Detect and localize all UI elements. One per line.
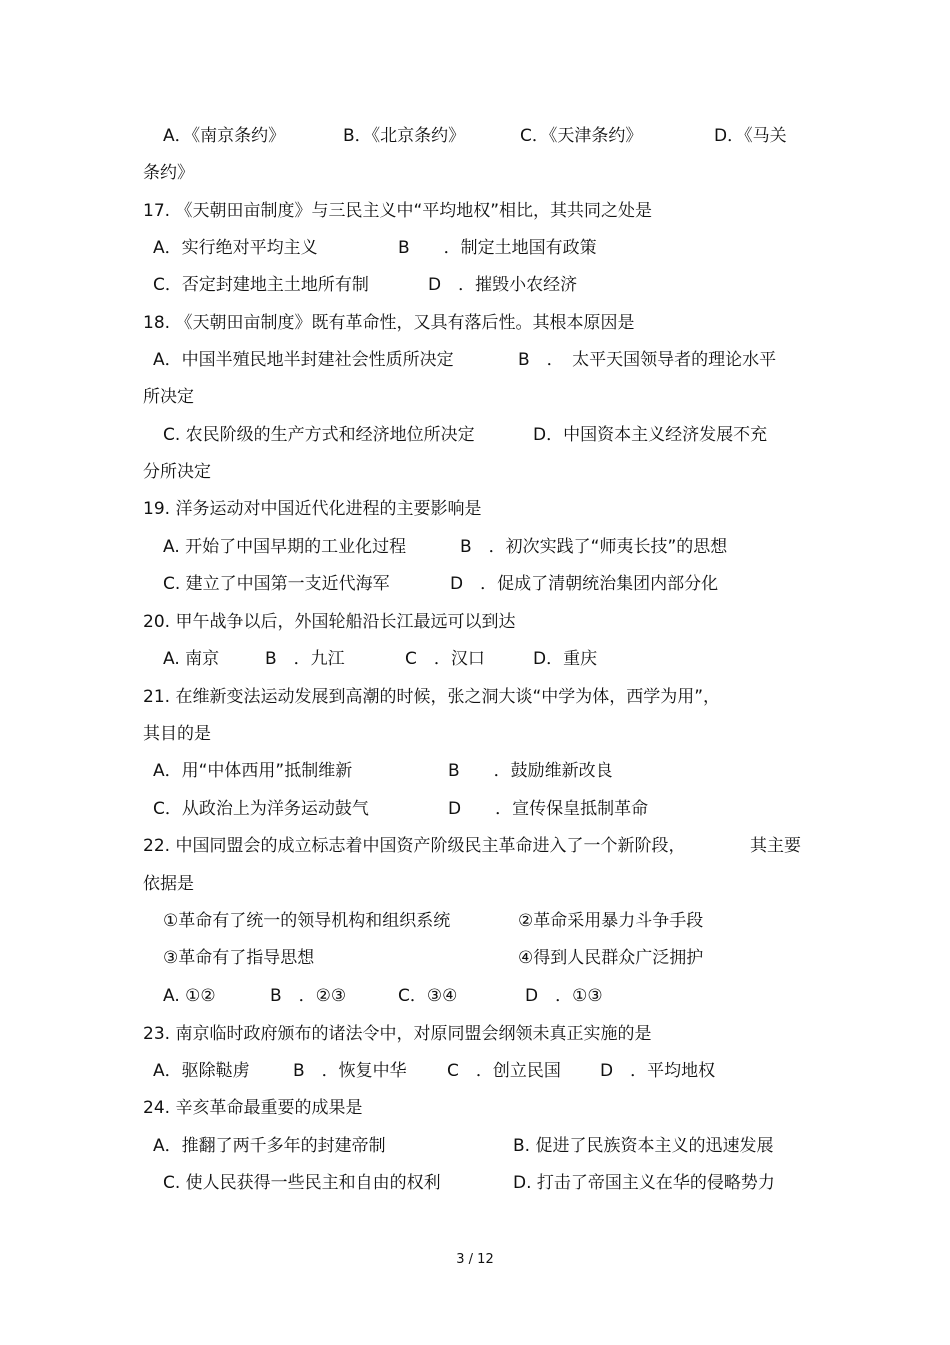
q22-item-3: ③革命有了指导思想 xyxy=(163,948,315,968)
q18-option-d-cont: 分所决定 xyxy=(143,462,211,482)
q22-option-c: C．③④ xyxy=(398,986,458,1006)
q18-option-d: D．中国资本主义经济发展不充 xyxy=(533,425,768,445)
q17-stem: 17. 《天朝田亩制度》与三民主义中“平均地权”相比，其共同之处是 xyxy=(143,201,653,221)
q22-item-2: ②革命采用暴力斗争手段 xyxy=(518,911,704,931)
q20-option-a: A. 南京 xyxy=(163,649,220,669)
q18-option-a: A．中国半殖民地半封建社会性质所决定 xyxy=(153,350,454,370)
q16-option-c: C．《天津条约》 xyxy=(520,126,643,146)
q19-option-d: D ．促成了清朝统治集团内部分化 xyxy=(450,574,719,594)
q22-item-4: ④得到人民群众广泛拥护 xyxy=(518,948,704,968)
q24-option-d: D. 打击了帝国主义在华的侵略势力 xyxy=(513,1173,775,1193)
q18-stem: 18. 《天朝田亩制度》既有革命性，又具有落后性。其根本原因是 xyxy=(143,313,635,333)
q19-option-b: B ．初次实践了“师夷长技”的思想 xyxy=(460,537,728,557)
q24-option-a: A．推翻了两千多年的封建帝制 xyxy=(153,1136,386,1156)
q22-stem-cont: 依据是 xyxy=(143,874,194,894)
q16-option-a: A．《南京条约》 xyxy=(163,126,286,146)
q22-option-a: A. ①② xyxy=(163,986,216,1006)
q21-stem: 21. 在维新变法运动发展到高潮的时候，张之洞大谈“中学为体，西学为用”， xyxy=(143,687,721,707)
q22-stem: 22. 中国同盟会的成立标志着中国资产阶级民主革命进入了一个新阶段， xyxy=(143,836,686,856)
q24-option-c: C. 使人民获得一些民主和自由的权利 xyxy=(163,1173,441,1193)
q19-option-c: C. 建立了中国第一支近代海军 xyxy=(163,574,390,594)
q18-option-b: B ． 太平天国领导者的理论水平 xyxy=(518,350,777,370)
q23-option-d: D ．平均地权 xyxy=(600,1061,716,1081)
q19-stem: 19. 洋务运动对中国近代化进程的主要影响是 xyxy=(143,499,482,519)
q16-option-d: D．《马关 xyxy=(714,126,787,146)
q19-option-a: A. 开始了中国早期的工业化过程 xyxy=(163,537,407,557)
page-number: 3 / 12 xyxy=(456,1252,494,1267)
q17-option-d: D ．摧毁小农经济 xyxy=(428,275,578,295)
q21-option-d: D ．宣传保皇抵制革命 xyxy=(448,799,649,819)
q20-option-c: C ．汉口 xyxy=(405,649,485,669)
q24-option-b: B. 促进了民族资本主义的迅速发展 xyxy=(513,1136,774,1156)
q22-item-1: ①革命有了统一的领导机构和组织系统 xyxy=(163,911,451,931)
q21-option-c: C．从政治上为洋务运动鼓气 xyxy=(153,799,369,819)
q17-option-a: A．实行绝对平均主义 xyxy=(153,238,318,258)
q17-option-c: C．否定封建地主土地所有制 xyxy=(153,275,369,295)
q16-option-d-cont: 条约》 xyxy=(143,163,194,183)
q21-stem-cont: 其目的是 xyxy=(143,724,211,744)
q21-option-a: A．用“中体西用”抵制维新 xyxy=(153,761,353,781)
q23-option-b: B ．恢复中华 xyxy=(293,1061,407,1081)
q22-option-b: B ．②③ xyxy=(270,986,347,1006)
q22-stem-tail: 其主要 xyxy=(750,836,801,856)
q23-stem: 23. 南京临时政府颁布的诸法令中，对原同盟会纲领未真正实施的是 xyxy=(143,1024,652,1044)
q16-option-b: B．《北京条约》 xyxy=(343,126,466,146)
q23-option-c: C ．创立民国 xyxy=(447,1061,561,1081)
q20-option-b: B ．九江 xyxy=(265,649,345,669)
q17-option-b: B ．制定土地国有政策 xyxy=(398,238,597,258)
q18-option-c: C. 农民阶级的生产方式和经济地位所决定 xyxy=(163,425,475,445)
q18-option-b-cont: 所决定 xyxy=(143,387,194,407)
q20-stem: 20. 甲午战争以后，外国轮船沿长江最远可以到达 xyxy=(143,612,516,632)
q20-option-d: D．重庆 xyxy=(533,649,598,669)
q24-stem: 24. 辛亥革命最重要的成果是 xyxy=(143,1098,363,1118)
q22-option-d: D ．①③ xyxy=(525,986,603,1006)
q23-option-a: A．驱除鞑虏 xyxy=(153,1061,250,1081)
q21-option-b: B ．鼓励维新改良 xyxy=(448,761,613,781)
